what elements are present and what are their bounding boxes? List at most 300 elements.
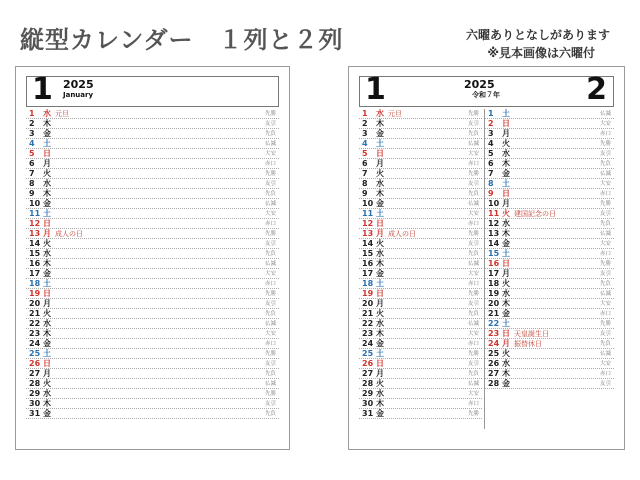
day-row	[26, 269, 279, 279]
weekday-label: 火	[43, 379, 51, 388]
day-row	[26, 229, 279, 239]
day-row	[359, 179, 482, 189]
day-number: 13	[488, 229, 500, 238]
day-number: 19	[29, 289, 41, 298]
weekday-label: 木	[376, 259, 384, 268]
day-row	[359, 279, 482, 289]
rokuyo-label: 大安	[467, 151, 479, 157]
weekday-label: 月	[376, 369, 384, 378]
day-row	[26, 379, 279, 389]
weekday-label: 月	[43, 369, 51, 378]
rokuyo-label: 大安	[467, 211, 479, 217]
day-row	[359, 359, 482, 369]
day-number: 10	[362, 199, 374, 208]
day-number: 8	[362, 179, 368, 188]
weekday-label: 水	[43, 109, 51, 118]
sample-note: ※見本画像は六曜付	[487, 46, 595, 60]
day-number: 6	[362, 159, 368, 168]
rokuyo-label: 先負	[467, 131, 479, 137]
weekday-label: 土	[502, 249, 510, 258]
day-row	[485, 299, 614, 309]
day-number: 3	[488, 129, 494, 138]
rokuyo-label: 先勝	[467, 111, 479, 117]
weekday-label: 日	[376, 289, 384, 298]
day-number: 22	[29, 319, 41, 328]
day-number: 5	[29, 149, 35, 158]
rokuyo-label: 仏滅	[264, 381, 276, 387]
day-row	[359, 209, 482, 219]
day-row	[485, 279, 614, 289]
rokuyo-label: 仏滅	[264, 261, 276, 267]
day-row	[26, 299, 279, 309]
rokuyo-label: 大安	[467, 391, 479, 397]
day-number: 18	[362, 279, 374, 288]
weekday-label: 土	[376, 139, 384, 148]
weekday-label: 土	[376, 349, 384, 358]
day-number: 23	[362, 329, 374, 338]
weekday-label: 木	[502, 159, 510, 168]
day-row	[359, 189, 482, 199]
month-number-right: 2	[586, 72, 607, 107]
day-row	[485, 289, 614, 299]
day-row	[359, 399, 482, 409]
weekday-label: 金	[43, 409, 51, 418]
day-number: 26	[29, 359, 41, 368]
rokuyo-label: 友引	[264, 241, 276, 247]
rokuyo-label: 先負	[264, 251, 276, 257]
day-row	[26, 129, 279, 139]
day-row	[359, 229, 482, 239]
day-row	[359, 169, 482, 179]
day-number: 21	[488, 309, 500, 318]
weekday-label: 金	[376, 409, 384, 418]
day-number: 4	[488, 139, 494, 148]
day-number: 28	[488, 379, 500, 388]
rokuyo-label: 赤口	[264, 341, 276, 347]
day-row	[485, 239, 614, 249]
day-number: 15	[488, 249, 500, 258]
day-row	[26, 399, 279, 409]
rokuyo-note: 六曜ありとなしがあります	[465, 28, 610, 42]
day-row	[485, 149, 614, 159]
day-number: 15	[29, 249, 41, 258]
day-row	[485, 379, 614, 389]
rokuyo-label: 赤口	[467, 161, 479, 167]
weekday-label: 金	[502, 309, 510, 318]
day-row	[485, 359, 614, 369]
rokuyo-label: 大安	[599, 241, 611, 247]
weekday-label: 火	[376, 239, 384, 248]
weekday-label: 金	[502, 239, 510, 248]
weekday-label: 月	[43, 229, 51, 238]
rokuyo-label: 仏滅	[599, 111, 611, 117]
rokuyo-label: 友引	[599, 331, 611, 337]
day-number: 28	[29, 379, 41, 388]
rokuyo-label: 友引	[599, 151, 611, 157]
day-number: 31	[29, 409, 41, 418]
weekday-label: 木	[43, 399, 51, 408]
day-number: 9	[29, 189, 35, 198]
day-number: 30	[29, 399, 41, 408]
holiday-label: 元旦	[388, 110, 402, 118]
day-row	[485, 169, 614, 179]
calendar-header	[26, 72, 279, 107]
weekday-label: 日	[43, 149, 51, 158]
weekday-label: 木	[502, 229, 510, 238]
rokuyo-label: 仏滅	[467, 201, 479, 207]
rokuyo-label: 大安	[264, 211, 276, 217]
weekday-label: 水	[43, 319, 51, 328]
day-number: 14	[362, 239, 374, 248]
day-row	[485, 129, 614, 139]
day-number: 26	[488, 359, 500, 368]
day-row	[26, 119, 279, 129]
weekday-label: 月	[376, 159, 384, 168]
holiday-label: 振替休日	[514, 340, 542, 348]
rokuyo-label: 友引	[467, 241, 479, 247]
day-number: 25	[488, 349, 500, 358]
rokuyo-label: 友引	[599, 211, 611, 217]
rokuyo-label: 先負	[467, 371, 479, 377]
day-number: 24	[362, 339, 374, 348]
day-number: 12	[29, 219, 41, 228]
day-number: 12	[488, 219, 500, 228]
day-row	[359, 259, 482, 269]
weekday-label: 火	[502, 209, 510, 218]
era-label: 令和７年	[472, 91, 500, 99]
day-row	[485, 349, 614, 359]
day-row	[485, 259, 614, 269]
holiday-label: 成人の日	[388, 230, 416, 238]
calendar-header	[359, 72, 614, 107]
rokuyo-label: 友引	[599, 381, 611, 387]
day-number: 15	[362, 249, 374, 258]
rokuyo-label: 先負	[467, 311, 479, 317]
year-label: 2025	[63, 78, 94, 91]
day-row	[359, 159, 482, 169]
day-number: 29	[362, 389, 374, 398]
rokuyo-label: 先勝	[467, 351, 479, 357]
day-number: 4	[362, 139, 368, 148]
holiday-label: 元旦	[55, 110, 69, 118]
day-number: 13	[29, 229, 41, 238]
day-number: 17	[488, 269, 500, 278]
rokuyo-label: 赤口	[467, 221, 479, 227]
rokuyo-label: 先負	[264, 371, 276, 377]
rokuyo-label: 先負	[264, 131, 276, 137]
weekday-label: 水	[502, 219, 510, 228]
weekday-label: 水	[376, 179, 384, 188]
weekday-label: 土	[43, 349, 51, 358]
day-number: 6	[29, 159, 35, 168]
rokuyo-label: 大安	[599, 361, 611, 367]
rokuyo-label: 仏滅	[264, 321, 276, 327]
day-row	[359, 379, 482, 389]
calendar-single-column	[15, 66, 290, 450]
rokuyo-label: 先勝	[264, 351, 276, 357]
day-row	[359, 389, 482, 399]
day-number: 29	[29, 389, 41, 398]
rokuyo-label: 先負	[599, 281, 611, 287]
day-row	[485, 109, 614, 119]
weekday-label: 日	[43, 219, 51, 228]
weekday-label: 土	[502, 109, 510, 118]
rokuyo-label: 赤口	[264, 161, 276, 167]
weekday-label: 日	[376, 359, 384, 368]
rokuyo-label: 先勝	[467, 411, 479, 417]
rokuyo-label: 大安	[599, 181, 611, 187]
day-row	[485, 159, 614, 169]
day-row	[26, 159, 279, 169]
weekday-label: 火	[43, 169, 51, 178]
day-row	[26, 179, 279, 189]
weekday-label: 土	[502, 319, 510, 328]
day-row	[485, 329, 614, 339]
day-row	[485, 249, 614, 259]
weekday-label: 水	[502, 359, 510, 368]
weekday-label: 金	[43, 339, 51, 348]
rokuyo-label: 大安	[599, 301, 611, 307]
day-row	[359, 149, 482, 159]
rokuyo-label: 赤口	[599, 311, 611, 317]
day-number: 10	[29, 199, 41, 208]
day-number: 21	[29, 309, 41, 318]
day-row	[359, 329, 482, 339]
day-number: 27	[362, 369, 374, 378]
day-number: 25	[29, 349, 41, 358]
weekday-label: 日	[43, 289, 51, 298]
weekday-label: 火	[43, 309, 51, 318]
rokuyo-label: 先勝	[599, 141, 611, 147]
day-row	[26, 369, 279, 379]
day-row	[26, 289, 279, 299]
day-number: 7	[488, 169, 494, 178]
day-row	[485, 309, 614, 319]
day-row	[485, 269, 614, 279]
rokuyo-label: 仏滅	[599, 231, 611, 237]
day-row	[485, 209, 614, 219]
weekday-label: 水	[43, 179, 51, 188]
day-row	[485, 199, 614, 209]
rokuyo-label: 友引	[467, 361, 479, 367]
day-number: 2	[488, 119, 494, 128]
rokuyo-label: 先勝	[264, 291, 276, 297]
calendar-two-column	[348, 66, 625, 450]
day-row	[26, 389, 279, 399]
day-number: 11	[362, 209, 374, 218]
day-row	[485, 319, 614, 329]
rokuyo-label: 先勝	[264, 391, 276, 397]
day-row	[485, 139, 614, 149]
day-number: 25	[362, 349, 374, 358]
rokuyo-label: 友引	[264, 361, 276, 367]
day-row	[26, 209, 279, 219]
rokuyo-label: 赤口	[264, 221, 276, 227]
day-row	[359, 409, 482, 419]
day-row	[26, 149, 279, 159]
rokuyo-label: 仏滅	[467, 141, 479, 147]
day-number: 6	[488, 159, 494, 168]
day-number: 20	[29, 299, 41, 308]
rokuyo-label: 仏滅	[467, 321, 479, 327]
day-number: 1	[362, 109, 368, 118]
day-row	[485, 229, 614, 239]
day-row	[359, 119, 482, 129]
rokuyo-label: 大安	[599, 121, 611, 127]
day-number: 10	[488, 199, 500, 208]
weekday-label: 日	[502, 119, 510, 128]
page-title: 縦型カレンダー １列と２列	[20, 26, 344, 54]
day-number: 8	[29, 179, 35, 188]
day-row	[359, 309, 482, 319]
day-number: 24	[29, 339, 41, 348]
weekday-label: 土	[43, 209, 51, 218]
weekday-label: 土	[43, 139, 51, 148]
day-number: 9	[362, 189, 368, 198]
weekday-label: 金	[502, 169, 510, 178]
day-number: 20	[488, 299, 500, 308]
weekday-label: 木	[376, 119, 384, 128]
weekday-label: 水	[502, 149, 510, 158]
weekday-label: 水	[376, 389, 384, 398]
day-number: 20	[362, 299, 374, 308]
year-label: 2025	[464, 78, 495, 91]
day-row	[359, 369, 482, 379]
weekday-label: 火	[43, 239, 51, 248]
day-row	[26, 169, 279, 179]
holiday-label: 天皇誕生日	[514, 330, 549, 338]
day-row	[26, 109, 279, 119]
weekday-label: 水	[376, 319, 384, 328]
day-number: 11	[488, 209, 500, 218]
weekday-label: 水	[502, 289, 510, 298]
day-number: 18	[29, 279, 41, 288]
day-row	[26, 329, 279, 339]
day-number: 19	[362, 289, 374, 298]
rokuyo-label: 先負	[599, 221, 611, 227]
day-number: 16	[488, 259, 500, 268]
rokuyo-label: 赤口	[599, 251, 611, 257]
weekday-label: 土	[502, 179, 510, 188]
rokuyo-label: 先負	[599, 161, 611, 167]
rokuyo-label: 赤口	[599, 371, 611, 377]
day-number: 14	[29, 239, 41, 248]
weekday-label: 月	[502, 269, 510, 278]
day-number: 24	[488, 339, 500, 348]
holiday-label: 建国記念の日	[514, 210, 556, 218]
weekday-label: 金	[502, 379, 510, 388]
weekday-label: 水	[43, 249, 51, 258]
weekday-label: 木	[376, 399, 384, 408]
rokuyo-label: 先勝	[467, 291, 479, 297]
day-row	[485, 369, 614, 379]
day-number: 5	[362, 149, 368, 158]
day-row	[359, 269, 482, 279]
weekday-label: 木	[43, 119, 51, 128]
day-row	[359, 339, 482, 349]
day-row	[26, 249, 279, 259]
weekday-label: 金	[376, 339, 384, 348]
rokuyo-label: 仏滅	[599, 291, 611, 297]
rokuyo-label: 仏滅	[467, 381, 479, 387]
rokuyo-label: 友引	[264, 301, 276, 307]
day-row	[359, 349, 482, 359]
weekday-label: 火	[376, 309, 384, 318]
day-row	[485, 179, 614, 189]
day-row	[26, 349, 279, 359]
day-number: 17	[362, 269, 374, 278]
weekday-label: 木	[43, 329, 51, 338]
weekday-label: 金	[43, 199, 51, 208]
day-number: 23	[29, 329, 41, 338]
weekday-label: 土	[43, 279, 51, 288]
rokuyo-label: 赤口	[467, 401, 479, 407]
day-number: 1	[29, 109, 35, 118]
weekday-label: 月	[43, 159, 51, 168]
rokuyo-label: 大安	[467, 331, 479, 337]
rokuyo-label: 先負	[467, 251, 479, 257]
rokuyo-label: 仏滅	[264, 141, 276, 147]
weekday-label: 火	[376, 169, 384, 178]
weekday-label: 日	[502, 259, 510, 268]
weekday-label: 日	[376, 219, 384, 228]
weekday-label: 土	[376, 209, 384, 218]
day-number: 22	[488, 319, 500, 328]
day-row	[26, 139, 279, 149]
weekday-label: 月	[376, 229, 384, 238]
day-number: 23	[488, 329, 500, 338]
day-row	[26, 409, 279, 419]
rokuyo-label: 先負	[264, 411, 276, 417]
weekday-label: 火	[502, 279, 510, 288]
weekday-label: 金	[376, 199, 384, 208]
day-number: 4	[29, 139, 35, 148]
day-number: 19	[488, 289, 500, 298]
month-number-left: 1	[365, 72, 386, 107]
weekday-label: 日	[43, 359, 51, 368]
day-number: 7	[362, 169, 368, 178]
weekday-label: 月	[502, 339, 510, 348]
day-row	[359, 129, 482, 139]
day-number: 27	[29, 369, 41, 378]
rokuyo-label: 先勝	[599, 201, 611, 207]
rokuyo-label: 大安	[264, 331, 276, 337]
weekday-label: 火	[502, 349, 510, 358]
day-number: 16	[29, 259, 41, 268]
day-row	[26, 319, 279, 329]
day-number: 21	[362, 309, 374, 318]
rokuyo-label: 赤口	[599, 131, 611, 137]
rokuyo-label: 大安	[264, 271, 276, 277]
day-row	[26, 359, 279, 369]
day-row	[359, 219, 482, 229]
rokuyo-label: 先負	[264, 191, 276, 197]
day-row	[359, 199, 482, 209]
weekday-label: 月	[376, 299, 384, 308]
weekday-label: 金	[43, 269, 51, 278]
rokuyo-label: 先勝	[467, 171, 479, 177]
month-name-label: January	[63, 91, 94, 99]
day-row	[359, 299, 482, 309]
weekday-label: 木	[43, 189, 51, 198]
day-number: 31	[362, 409, 374, 418]
weekday-label: 水	[43, 389, 51, 398]
rokuyo-label: 赤口	[467, 341, 479, 347]
day-number: 13	[362, 229, 374, 238]
rokuyo-label: 友引	[264, 121, 276, 127]
day-row	[26, 279, 279, 289]
weekday-label: 金	[376, 129, 384, 138]
